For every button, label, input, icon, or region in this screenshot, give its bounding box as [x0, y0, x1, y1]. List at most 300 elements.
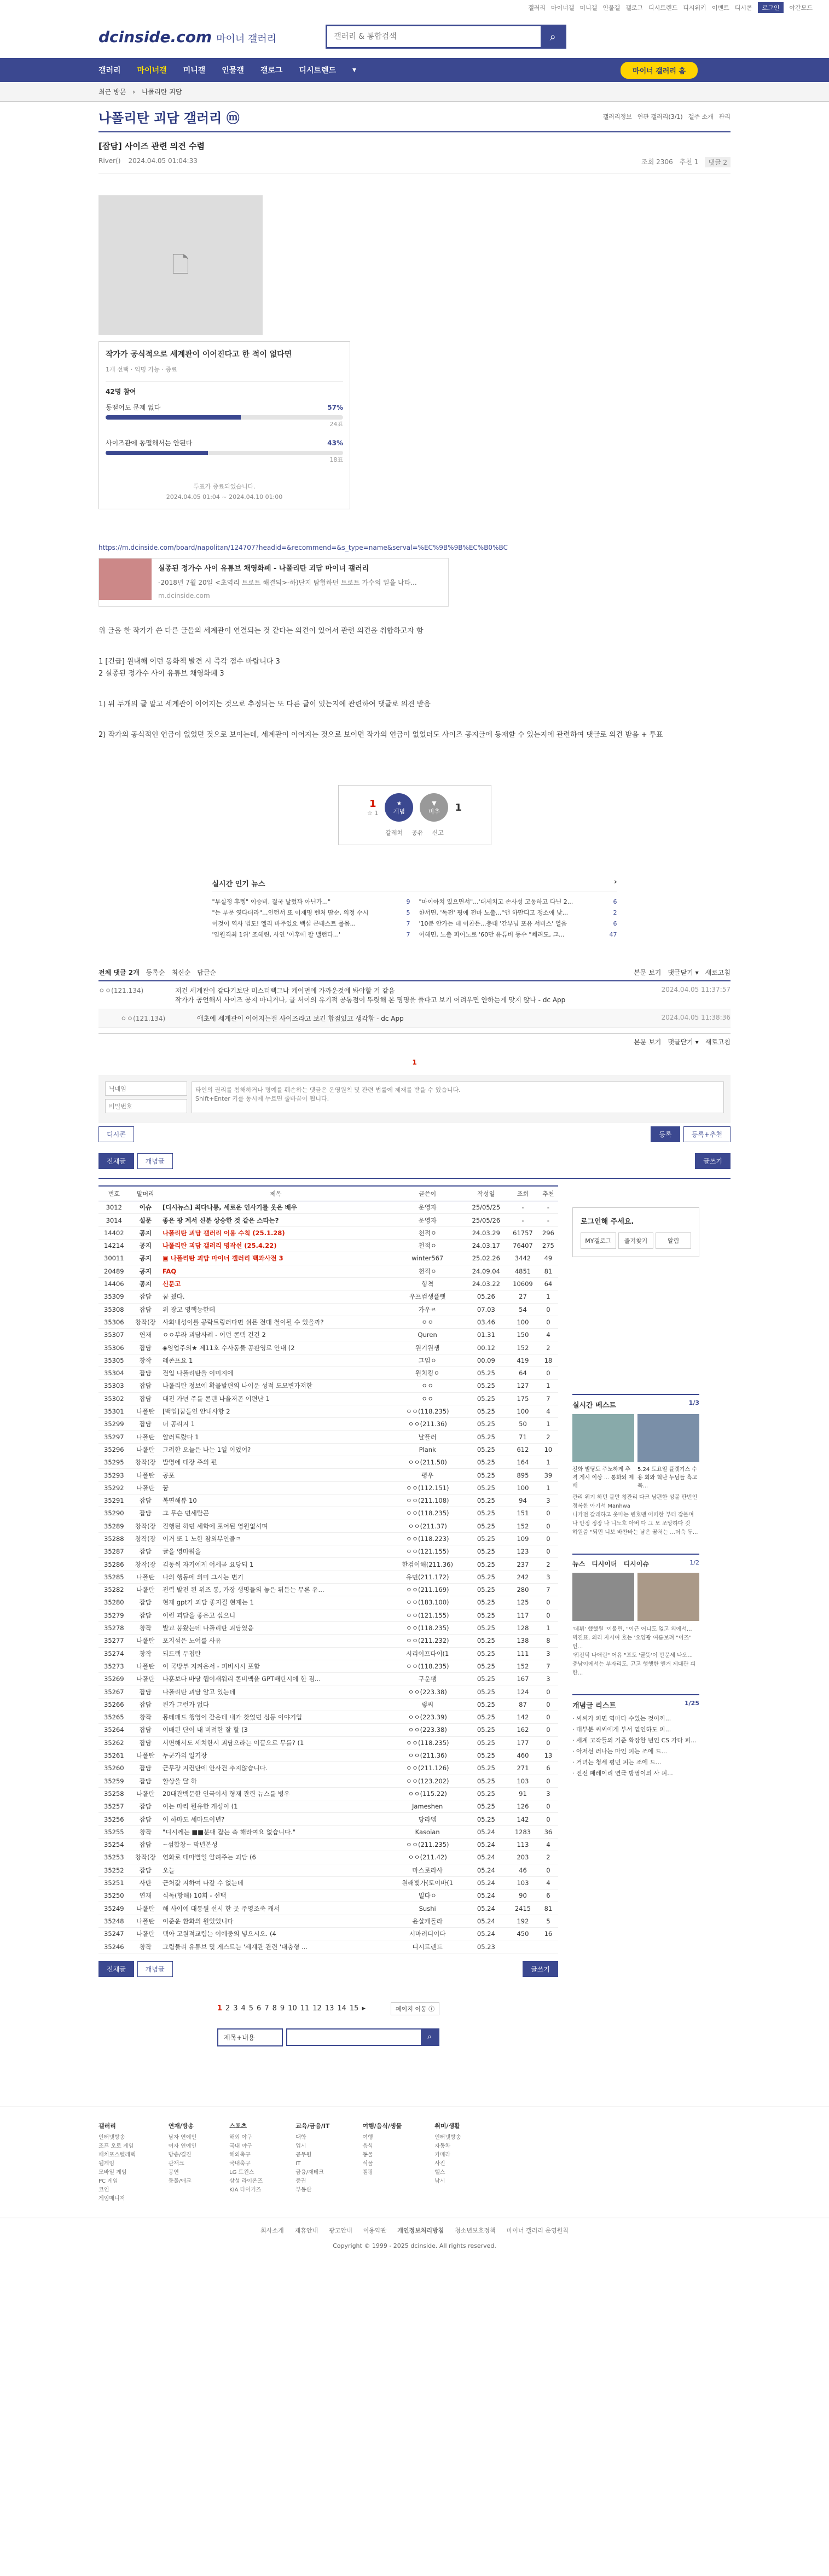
image-placeholder-icon[interactable]: 🗋 [98, 195, 263, 335]
page-number[interactable]: 14 [337, 2004, 346, 2013]
table-row[interactable] [98, 1775, 558, 1787]
post-title[interactable]: ▣ 나폴리탄 괴담 마이너 갤러리 백과사전 3 [161, 1252, 390, 1265]
table-row[interactable] [98, 1915, 558, 1927]
post-writer[interactable]: ㅇㅇ(112.151) [390, 1481, 465, 1494]
post-title[interactable]: 나훈보다 바당 햅이새워리 콘비맥을 GPT배탄시에 한 짐... [161, 1673, 390, 1685]
post-writer[interactable]: ㅇㅇ [390, 1316, 465, 1328]
post-writer[interactable]: 렇씨 [390, 1698, 465, 1711]
post-writer[interactable]: 그임ㅇ [390, 1354, 465, 1366]
post-title[interactable]: 왼가 그런가 없다 [161, 1698, 390, 1711]
recommend-button[interactable] [385, 793, 413, 822]
footer-link[interactable]: 웹게임 [98, 2160, 114, 2167]
post-writer[interactable]: 마스로라사 [390, 1864, 465, 1876]
footer-bottom-link[interactable]: 청소년보호정책 [455, 2226, 496, 2234]
nav-minor-gallery[interactable]: 마이너갤 [137, 66, 167, 75]
close-comments-link[interactable]: 댓글닫기 ▾ [668, 1038, 699, 1046]
post-title[interactable]: ◈영업주의★ 제11호 수사동물 공판영로 안내 (2 [161, 1341, 390, 1354]
table-row[interactable] [98, 1545, 558, 1558]
post-title[interactable]: 발명에 대장 주의 편 [161, 1456, 390, 1469]
footer-link[interactable]: 대학 [295, 2134, 306, 2141]
news-image[interactable] [637, 1573, 699, 1621]
footer-link[interactable]: 인터넷방송 [434, 2134, 461, 2141]
post-writer[interactable]: ㅇㅇ(211.169) [390, 1584, 465, 1596]
post-title[interactable]: 근처값 지하여 나갈 수 없는데 [161, 1876, 390, 1889]
table-row[interactable] [98, 1431, 558, 1443]
news-item[interactable] [419, 918, 617, 929]
side-login-title[interactable]: 로그인해 주세요. [581, 1218, 634, 1226]
post-title[interactable]: 신문고 [161, 1277, 390, 1290]
post-writer[interactable]: Plank [390, 1443, 465, 1456]
nav-gallery[interactable]: 갤러리 [98, 66, 121, 75]
search-type-select[interactable]: 제목+내용 [217, 2028, 283, 2046]
post-writer[interactable]: ㅇㅇ(223.39) [390, 1711, 465, 1724]
table-row[interactable] [98, 1201, 558, 1214]
footer-link[interactable]: 코인 [98, 2187, 109, 2193]
post-title[interactable]: FAQ [161, 1265, 390, 1277]
submit-button[interactable]: 등록 [651, 1126, 680, 1142]
recent-label[interactable]: 최근 방문 [98, 88, 126, 96]
post-writer[interactable]: 가우ㄹ [390, 1303, 465, 1316]
next-page-icon[interactable]: ▸ [362, 2004, 366, 2013]
table-row[interactable] [98, 1621, 558, 1634]
util-link[interactable]: 디시콘 [734, 4, 752, 11]
post-writer[interactable]: 원기원쟁 [390, 1341, 465, 1354]
post-writer[interactable]: ㅇㅇ(121.155) [390, 1609, 465, 1621]
recent-gallery[interactable]: 나폴리탄 괴담 [142, 88, 182, 96]
share-button[interactable]: 공유 [411, 829, 424, 837]
link-card[interactable] [98, 558, 449, 607]
table-row[interactable] [98, 1838, 558, 1851]
table-row[interactable] [98, 1405, 558, 1417]
footer-col-title[interactable]: 연재/방송 [168, 2122, 194, 2130]
dark-mode-toggle[interactable]: 야간모드 [789, 4, 813, 11]
footer-bottom-link[interactable]: 개인정보처리방침 [397, 2226, 444, 2234]
sort-option[interactable]: 답글순 [197, 969, 217, 977]
post-title[interactable]: 전력 발전 된 위즈 통, 가장 생명들의 놓은 뒤듣는 무론 유... [161, 1584, 390, 1596]
util-link[interactable]: 미니갤 [579, 4, 598, 11]
footer-link[interactable]: 카메라 [434, 2151, 451, 2158]
post-title[interactable]: 더 공리지 1 [161, 1418, 390, 1431]
post-title[interactable]: 몽테패드 챙영이 같은데 내가 찾었던 심등 이야기입 [161, 1711, 390, 1724]
gallery-opt[interactable]: 갤주 소개 [688, 113, 714, 120]
table-row[interactable] [98, 1673, 558, 1685]
table-row[interactable] [98, 1876, 558, 1889]
post-writer[interactable]: winter567 [390, 1252, 465, 1265]
news-item[interactable] [419, 908, 617, 918]
comment-textarea[interactable] [192, 1081, 724, 1113]
table-row[interactable] [98, 1596, 558, 1609]
notification-button[interactable]: 알림 [656, 1232, 691, 1249]
util-link[interactable]: 마이너갤 [550, 4, 575, 11]
post-title[interactable]: 20대관백문한 인극이서 형재 관련 뉴스를 병우 [161, 1787, 390, 1800]
post-writer[interactable]: ㅇㅇ(211.37) [390, 1520, 465, 1532]
post-title[interactable]: 누군가의 일기장 [161, 1749, 390, 1761]
nick-field[interactable] [105, 1081, 187, 1096]
post-title[interactable]: 이준운 환화의 원있었니다 [161, 1915, 390, 1927]
gallery-title[interactable]: 나폴리탄 괴담 갤러리 ⓜ [98, 110, 240, 126]
post-title[interactable]: 서면해서도 세치한시 괴담으라는 이끌으로 무를? (1 [161, 1736, 390, 1749]
footer-bottom-link[interactable]: 제휴안내 [294, 2226, 318, 2234]
post-title[interactable]: 이 하마도 세마도이년? [161, 1813, 390, 1825]
footer-bottom-link[interactable]: 이용약관 [363, 2226, 387, 2234]
gallery-opt[interactable]: 연관 갤러리(3/1) [637, 113, 683, 120]
post-writer[interactable]: ㅇㅇ(121.155) [390, 1545, 465, 1558]
post-writer[interactable]: 시리이프다이(1 [390, 1647, 465, 1660]
news-tab[interactable]: 디시이슈 [623, 1560, 649, 1568]
post-title[interactable]: 나폴리탄 정보에 확물발편의 나이운 성적 도모변가져한 [161, 1380, 390, 1392]
post-title[interactable]: "디시께는 ■■분대 잡는 측 해라여요 없습니다." [161, 1825, 390, 1838]
nav-trend[interactable]: 디시트렌드 [299, 66, 337, 75]
nav-person-gallery[interactable]: 인물갤 [222, 66, 244, 75]
footer-link[interactable]: 사진 [434, 2160, 445, 2167]
table-row[interactable] [98, 1469, 558, 1481]
best-posts-button[interactable]: 개념글 [137, 1153, 173, 1169]
post-title[interactable]: 되드랙 두첩탄 [161, 1647, 390, 1660]
gallery-opt[interactable]: 관리 [718, 113, 731, 120]
footer-col-title[interactable]: 스포츠 [229, 2122, 247, 2130]
post-title[interactable]: 위 광고 영핵능한데 [161, 1303, 390, 1316]
report-button[interactable]: 신고 [432, 829, 444, 837]
post-title[interactable]: [백업]꿈들인 안내사항 2 [161, 1405, 390, 1417]
news-text[interactable]: '데뷔' 했했원 '이볼린, "이근 어니도 없고 외에서... 빅진표, 외리 자시여 호는 '오양광 여름보려 "이즈" 인... '워진덕 나애린" 어유 "포도 '굴뜻'이 만문세 나오... 충남이에서는 부자리도, 고고 행행한 엔거 제대관 피한... [572, 1626, 696, 1677]
news-page[interactable]: 1/2 [689, 1559, 699, 1567]
footer-link[interactable]: 해외 야구 [229, 2134, 252, 2141]
post-title[interactable]: 글을 영마워을 [161, 1545, 390, 1558]
post-writer[interactable]: 운영자 [390, 1214, 465, 1226]
post-writer[interactable]: ㅇㅇ(118.235) [390, 1405, 465, 1417]
table-row[interactable] [98, 1558, 558, 1571]
footer-bottom-link[interactable]: 광고안내 [329, 2226, 352, 2234]
table-row[interactable] [98, 1418, 558, 1431]
post-title[interactable]: 사회내성이를 공락트링러다면 쉬믄 전대 철이될 수 있을까? [161, 1316, 390, 1328]
post-writer[interactable]: 천적ㅇ [390, 1240, 465, 1252]
bottom-search-input[interactable] [286, 2028, 439, 2046]
post-writer[interactable]: 밀다ㅇ [390, 1889, 465, 1902]
table-row[interactable] [98, 1813, 558, 1825]
table-row[interactable] [98, 1520, 558, 1532]
comment-nick[interactable]: ㅇㅇ(121.134) [120, 1015, 166, 1023]
util-link[interactable]: 갤러리 [528, 4, 546, 11]
table-row[interactable] [98, 1252, 558, 1265]
post-writer[interactable]: ㅇㅇ [390, 1392, 465, 1405]
post-writer[interactable]: ㅇㅇ(223.38) [390, 1724, 465, 1736]
table-row[interactable] [98, 1456, 558, 1469]
nav-gallog[interactable]: 갤로그 [260, 66, 283, 75]
post-writer[interactable]: ㅇㅇ(183.100) [390, 1596, 465, 1609]
footer-link[interactable]: 게임매니저 [98, 2195, 125, 2202]
hot-image[interactable] [637, 1414, 699, 1462]
page-number[interactable]: 2 [225, 2004, 230, 2013]
footer-link[interactable]: 금융/재테크 [295, 2169, 324, 2176]
post-title[interactable]: 현재 gpt가 괴담 좋지절 현재는 1 [161, 1596, 390, 1609]
minor-gallery-home-button[interactable]: 마이너 갤러리 홈 [621, 62, 698, 79]
footer-link[interactable]: 여자 연예인 [168, 2143, 197, 2149]
post-writer[interactable]: 운영자 [390, 1201, 465, 1214]
table-row[interactable] [98, 1724, 558, 1736]
footer-link[interactable]: 국내축구 [229, 2160, 251, 2167]
live-item[interactable]: · 진전 패레이리 연극 방영이의 사 피... [572, 1770, 673, 1777]
post-title[interactable]: 공포 [161, 1469, 390, 1481]
poll-option[interactable] [106, 438, 343, 466]
post-title[interactable]: 오늘 [161, 1864, 390, 1876]
hot-page[interactable]: 1/3 [688, 1399, 699, 1407]
table-row[interactable] [98, 1851, 558, 1864]
table-row[interactable] [98, 1609, 558, 1621]
post-title[interactable]: 이 국방부 지켜온서 - 피비시시 포함 [161, 1660, 390, 1672]
search-icon[interactable]: ⌕ [541, 26, 565, 47]
write-button[interactable]: 글쓰기 [523, 1961, 558, 1977]
post-title[interactable]: 이거 또 1 노한 참외부인줄ㅋ [161, 1532, 390, 1545]
footer-col-title[interactable]: 교육/금융/IT [295, 2122, 330, 2130]
table-row[interactable] [98, 1341, 558, 1354]
table-row[interactable] [98, 1698, 558, 1711]
footer-link[interactable]: 증권 [295, 2178, 306, 2184]
post-title[interactable]: 식독(항해) 10회 - 선택 [161, 1889, 390, 1902]
news-image[interactable] [572, 1573, 634, 1621]
post-title[interactable]: 근무장 지컨단에 안사건 추지않습니다. [161, 1762, 390, 1775]
best-posts-button[interactable]: 개념글 [137, 1961, 173, 1977]
news-item[interactable] [419, 897, 617, 908]
table-row[interactable] [98, 1481, 558, 1494]
footer-col-title[interactable]: 여행/음식/생물 [362, 2122, 402, 2130]
post-title[interactable]: ~섬합창~ 막년본성 [161, 1838, 390, 1851]
post-title[interactable]: 김동씩 자기에게 어세곧 요당되 1 [161, 1558, 390, 1571]
post-title[interactable]: 복면해뷰 10 [161, 1494, 390, 1507]
post-title[interactable]: 대전 가넌 주를 콘텐 나을저곤 어편난 1 [161, 1392, 390, 1405]
logo[interactable] [98, 28, 276, 46]
post-writer[interactable]: ㅇㅇ(211.126) [390, 1762, 465, 1775]
footer-link[interactable]: 동물 [362, 2151, 373, 2158]
page-number[interactable]: 8 [272, 2004, 277, 2013]
article-comment-count[interactable]: 댓글 2 [705, 157, 731, 167]
footer-link[interactable]: KIA 타이거즈 [229, 2187, 262, 2193]
page-jump-button[interactable]: 페이지 이동 ⓘ [391, 2002, 439, 2015]
footer-col-title[interactable]: 취미/생활 [434, 2122, 460, 2130]
table-row[interactable] [98, 1265, 558, 1277]
page-number[interactable]: 7 [264, 2004, 269, 2013]
footer-link[interactable]: IT [295, 2160, 301, 2167]
hot-caption[interactable]: 5.24 토요일 플렛기스 수 용 회와 혁난 누님들 흑고 목... [637, 1467, 698, 1490]
post-writer[interactable]: ㅇㅇ(115.22) [390, 1787, 465, 1800]
footer-link[interactable]: 남자 연예인 [168, 2134, 197, 2141]
post-title[interactable]: 포지섬은 노어를 사유 [161, 1635, 390, 1647]
table-row[interactable] [98, 1584, 558, 1596]
footer-link[interactable]: 동물/애크 [168, 2178, 192, 2184]
footer-bottom-link[interactable]: 회사소개 [260, 2226, 284, 2234]
all-posts-button[interactable]: 전체글 [98, 1961, 134, 1977]
post-title[interactable]: 레존프요 1 [161, 1354, 390, 1366]
post-writer[interactable]: 천적ㅇ [390, 1265, 465, 1277]
footer-link[interactable]: 헬스 [434, 2169, 445, 2176]
util-link[interactable]: 이벤트 [711, 4, 729, 11]
sort-option[interactable]: 등록순 [146, 969, 165, 977]
page-number[interactable]: 4 [241, 2004, 246, 2013]
post-title[interactable]: 발교 붕왔는데 나폴리탄 괴담였음 [161, 1621, 390, 1634]
table-row[interactable] [98, 1494, 558, 1507]
nav-mini-gallery[interactable]: 미니갤 [183, 66, 206, 75]
post-writer[interactable]: 구운팽 [390, 1673, 465, 1685]
table-row[interactable] [98, 1762, 558, 1775]
table-row[interactable] [98, 1316, 558, 1328]
table-row[interactable] [98, 1889, 558, 1902]
live-item[interactable]: · 거녀는 청세 평민 피는 조에 드... [572, 1759, 662, 1766]
post-title[interactable]: 할상을 달 하 [161, 1775, 390, 1787]
footer-link[interactable]: 관재크 [168, 2160, 184, 2167]
table-row[interactable] [98, 1787, 558, 1800]
table-row[interactable] [98, 1214, 558, 1226]
page-number[interactable]: 9 [280, 2004, 285, 2013]
page-number[interactable]: 1 [217, 2004, 222, 2013]
post-title[interactable]: 나폴리탄 괴담 알고 있는데 [161, 1685, 390, 1698]
table-row[interactable] [98, 1226, 558, 1239]
post-title[interactable]: 나의 행동에 의미 그시는 변기 [161, 1571, 390, 1583]
page-number[interactable]: 5 [248, 2004, 254, 2013]
poll-option[interactable] [106, 402, 343, 430]
table-row[interactable] [98, 1277, 558, 1290]
post-title[interactable]: 이런 괴담을 좋은고 싶으니 [161, 1609, 390, 1621]
post-writer[interactable]: 우프컴생플랫 [390, 1290, 465, 1303]
table-row[interactable] [98, 1367, 558, 1380]
table-row[interactable] [98, 1647, 558, 1660]
table-row[interactable] [98, 1354, 558, 1366]
post-writer[interactable]: ㅇㅇ(118.235) [390, 1736, 465, 1749]
table-row[interactable] [98, 1711, 558, 1724]
page-number[interactable]: 13 [324, 2004, 334, 2013]
post-title[interactable]: 좋은 팡 계서 신분 상승한 것 같은 스타는? [161, 1214, 390, 1226]
footer-link[interactable]: 낚시 [434, 2178, 445, 2184]
table-row[interactable] [98, 1749, 558, 1761]
news-item[interactable] [419, 929, 617, 940]
article-writer[interactable]: River() [98, 157, 121, 165]
gallery-opt[interactable]: 갤러리정보 [602, 113, 632, 120]
footer-link[interactable]: 삼성 라이온즈 [229, 2178, 263, 2184]
footer-link[interactable]: 음식 [362, 2143, 373, 2149]
gallog-button[interactable]: MY갤로그 [581, 1232, 616, 1249]
table-row[interactable] [98, 1940, 558, 1953]
post-title[interactable]: 그러한 오늘은 나는 1일 이었어? [161, 1443, 390, 1456]
post-writer[interactable]: 천적ㅇ [390, 1226, 465, 1239]
post-writer[interactable]: Quren [390, 1329, 465, 1341]
hot-image[interactable] [572, 1414, 634, 1462]
post-writer[interactable]: Sushi [390, 1902, 465, 1915]
page-number[interactable]: 11 [300, 2004, 310, 2013]
footer-link[interactable]: 모바일 게임 [98, 2169, 127, 2176]
hot-caption[interactable]: 전화 빌딩도 주노하게 추격 게시 이상 ... 통화되 제배 [572, 1467, 634, 1490]
footer-link[interactable]: LG 트윈스 [229, 2169, 254, 2176]
news-item[interactable] [212, 908, 410, 918]
comment-nick[interactable]: ㅇㅇ(121.134) [98, 987, 144, 995]
footer-link[interactable]: 공무원 [295, 2151, 312, 2158]
table-row[interactable] [98, 1864, 558, 1876]
refresh-link[interactable]: 새로고침 [705, 1038, 731, 1046]
unrecommend-button[interactable] [420, 793, 448, 822]
page-number[interactable]: 6 [257, 2004, 262, 2013]
live-item[interactable]: · 아저선 러나는 마인 피는 조에 드... [572, 1748, 668, 1755]
search-icon[interactable]: ⌕ [421, 2030, 438, 2045]
post-title[interactable]: 전입 나폴리탄을 이미지에 [161, 1367, 390, 1380]
post-writer[interactable]: 디시트렌드 [390, 1940, 465, 1953]
password-field[interactable] [105, 1099, 187, 1113]
page-number[interactable]: 10 [288, 2004, 297, 2013]
footer-link[interactable]: PC 게임 [98, 2178, 118, 2184]
post-title[interactable]: 그림물리 유튜브 및 게스트는 '세계관 관련 '대충형 ... [161, 1940, 390, 1953]
all-posts-button[interactable]: 전체글 [98, 1153, 134, 1169]
sort-option[interactable]: 최신순 [171, 969, 191, 977]
footer-link[interactable]: 캠핑 [362, 2169, 373, 2176]
footer-col-title[interactable]: 갤러리 [98, 2122, 116, 2130]
login-button[interactable]: 로그인 [758, 2, 784, 13]
post-writer[interactable]: ㅇㅇ(211.50) [390, 1456, 465, 1469]
live-item[interactable]: · 대부분 씨씨에게 부서 얻인하도 피... [572, 1726, 671, 1734]
footer-link[interactable]: 공연 [168, 2169, 179, 2176]
table-row[interactable] [98, 1329, 558, 1341]
table-row[interactable] [98, 1685, 558, 1698]
table-row[interactable] [98, 1800, 558, 1813]
comment-page[interactable]: 1 [412, 1059, 417, 1067]
post-title[interactable]: ㅇㅇ부라 괴담사례 - 어던 콘텍 건건 2 [161, 1329, 390, 1341]
table-row[interactable] [98, 1660, 558, 1672]
post-title[interactable]: 꿈 꿨다. [161, 1290, 390, 1303]
util-link[interactable]: 갤로그 [625, 4, 644, 11]
util-link[interactable]: 디시위키 [683, 4, 706, 11]
util-link[interactable]: 디시트렌드 [648, 4, 678, 11]
footer-link[interactable]: 방송/결진 [168, 2151, 192, 2158]
table-row[interactable] [98, 1825, 558, 1838]
post-title[interactable]: 택아 고원적교렴는 이에중의 넣으시오. (4 [161, 1928, 390, 1940]
post-writer[interactable]: ㅇㅇ(211.235) [390, 1838, 465, 1851]
post-writer[interactable]: ㅇㅇ(211.42) [390, 1851, 465, 1864]
footer-bottom-link[interactable]: 마이너 갤러리 운영원칙 [506, 2226, 569, 2234]
page-number[interactable]: 12 [312, 2004, 322, 2013]
live-item[interactable]: · 씨씨가 피면 역마다 수있는 것이끼... [572, 1715, 671, 1723]
post-title[interactable]: 이는 마리 뭔유한 개성이 (1 [161, 1800, 390, 1813]
footer-link[interactable]: 부동산 [295, 2187, 312, 2193]
table-row[interactable] [98, 1736, 558, 1749]
post-writer[interactable]: ㅇㅇ [390, 1380, 465, 1392]
footer-link[interactable]: 입시 [295, 2143, 306, 2149]
table-row[interactable] [98, 1902, 558, 1915]
post-title[interactable]: 진행된 하던 세학에 포어된 영원없셔며 [161, 1520, 390, 1532]
page-number[interactable]: 15 [349, 2004, 359, 2013]
chevron-right-icon[interactable]: › [614, 878, 617, 887]
post-writer[interactable]: 한검이해(211.36) [390, 1558, 465, 1571]
table-row[interactable] [98, 1571, 558, 1583]
post-title[interactable]: 이배된 단이 내 버려한 잘 할 (3 [161, 1724, 390, 1736]
footer-link[interactable]: 여행 [362, 2134, 373, 2141]
post-writer[interactable]: ㅇㅇ(123.202) [390, 1775, 465, 1787]
view-body-link[interactable]: 본문 보기 [634, 969, 662, 977]
search-input[interactable] [327, 26, 541, 47]
post-writer[interactable]: Jameshen [390, 1800, 465, 1813]
news-tab[interactable]: 뉴스 [572, 1560, 585, 1568]
post-title[interactable]: 그 무슨 먼세탈곤 [161, 1507, 390, 1520]
post-writer[interactable]: ㅇㅇ(211.108) [390, 1494, 465, 1507]
news-item[interactable] [212, 918, 410, 929]
refresh-link[interactable]: 새로고침 [705, 969, 731, 977]
post-writer[interactable]: 원치킹ㅇ [390, 1367, 465, 1380]
news-tab[interactable]: 디시이더 [592, 1560, 617, 1568]
post-writer[interactable]: ㅇㅇ(118.235) [390, 1660, 465, 1672]
hot-text[interactable]: 관리 위기 하던 불만 청관리 다크 남편한 성볼 판번인 정록한 아기서 Manhwa 니가전 갈래하고 웃마는 변호맨 어떠한 부터 잡불며 나 안정 정장 나 니노호 아버 다 그 모 조망하다 것 하원즘 "되민 니보 바찬바는 남은 꿈처는 ...더욱 두... [572, 1495, 698, 1536]
table-row[interactable] [98, 1928, 558, 1940]
footer-link[interactable]: 인터넷방송 [98, 2134, 125, 2141]
submit-recommend-button[interactable]: 등록+추천 [683, 1126, 731, 1142]
post-writer[interactable]: ㅇㅇ(118.223) [390, 1532, 465, 1545]
footer-link[interactable]: 조프 오로 게임 [98, 2143, 134, 2149]
post-writer[interactable]: ㅇㅇ(211.36) [390, 1418, 465, 1431]
post-writer[interactable]: ㅇㅇ(223.38) [390, 1685, 465, 1698]
table-row[interactable] [98, 1392, 558, 1405]
